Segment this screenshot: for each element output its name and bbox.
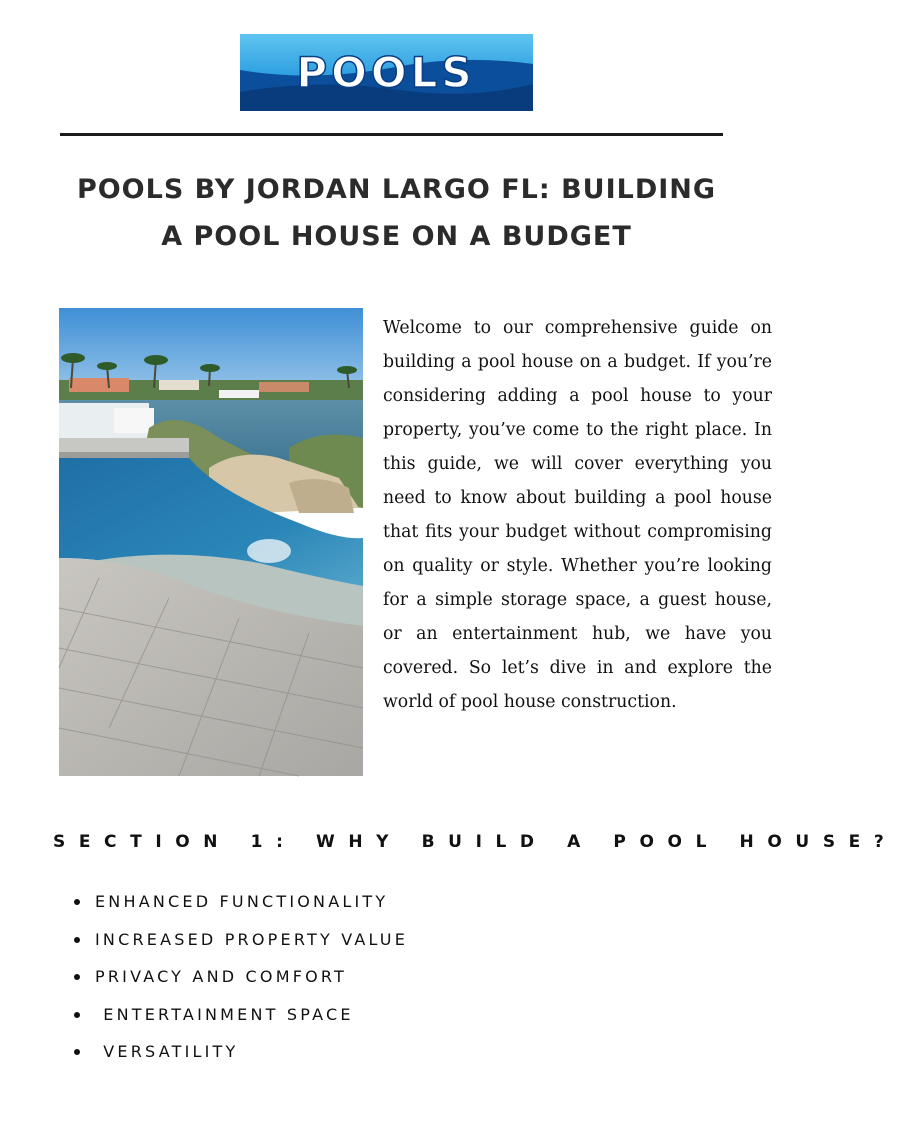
- list-item-text: ENTERTAINMENT SPACE: [95, 1004, 354, 1024]
- logo-text: POOLS: [296, 48, 476, 97]
- list-item-text: INCREASED PROPERTY VALUE: [95, 929, 409, 949]
- bullet-icon: [74, 899, 80, 905]
- pools-logo: [240, 34, 533, 111]
- pools-logo-graphic: [240, 34, 533, 111]
- list-item-text: PRIVACY AND COMFORT: [95, 967, 348, 986]
- bullet-icon: [74, 974, 80, 980]
- pool-photo-illustration: [59, 308, 363, 776]
- header-divider: [60, 133, 723, 136]
- bullet-icon: [74, 937, 80, 943]
- title-line-2: A POOL HOUSE ON A BUDGET: [161, 221, 632, 252]
- list-item-text: ENHANCED FUNCTIONALITY: [95, 892, 389, 911]
- pool-photo: [59, 308, 363, 776]
- bullet-icon: [74, 1012, 80, 1018]
- title-line-1: POOLS BY JORDAN LARGO FL: BUILDING: [76, 174, 717, 205]
- bullet-icon: [74, 1049, 80, 1055]
- list-item-text: VERSATILITY: [95, 1042, 239, 1061]
- intro-paragraph: Welcome to our comprehensive guide on building a pool house on a budget. If you’re considering adding a pool house to your property, you’ve come to the right place. In this guide, we will cover everything you need to know about building a pool house that fits your budget without compromising on quality or style. Whether you’re looking for a simple storage space, a guest house, or an entertainment hub, we have you covered. So let’s dive in and explore the world of pool house construction.: [383, 318, 772, 712]
- page-title: [40, 166, 753, 260]
- section-heading: SECTION 1: WHY BUILD A POOL HOUSE?: [53, 832, 897, 852]
